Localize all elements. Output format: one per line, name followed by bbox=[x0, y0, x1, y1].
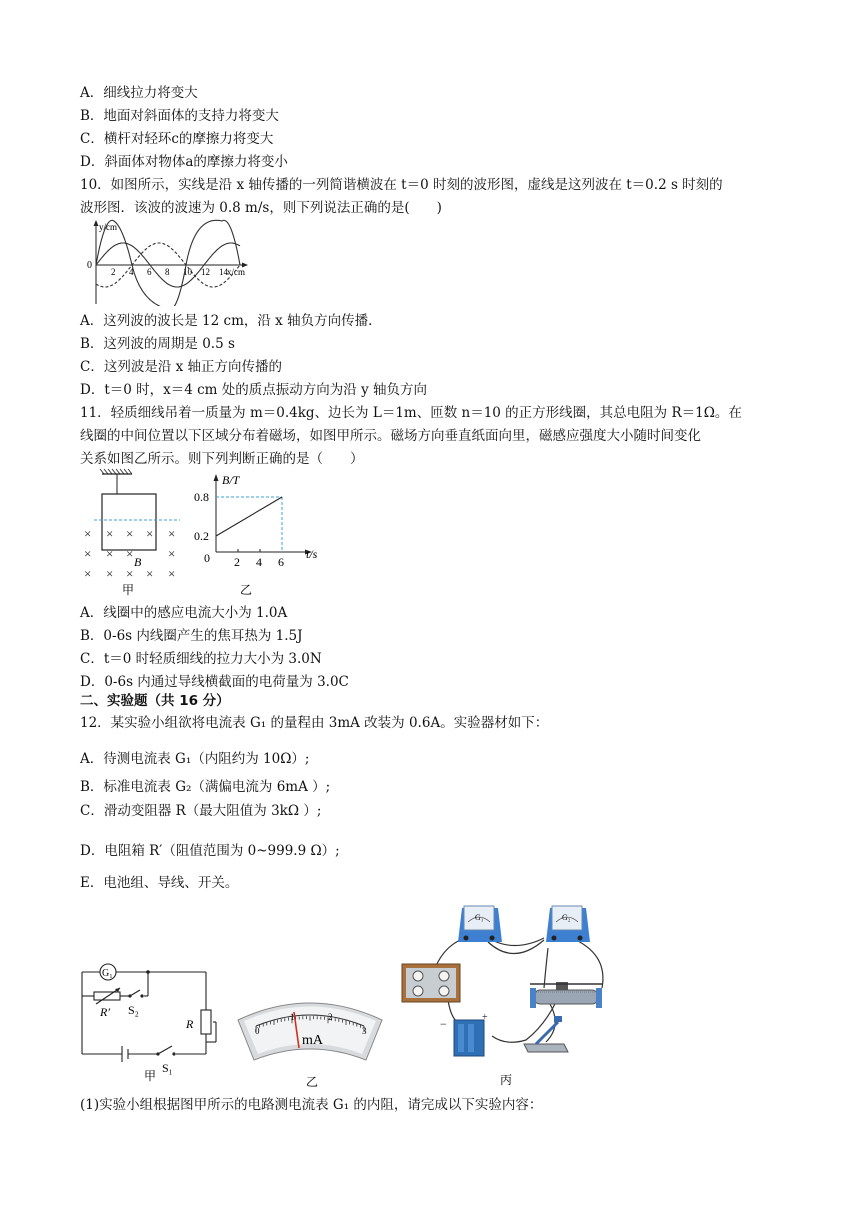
wave-xtick-10: 10 bbox=[183, 267, 192, 277]
dial-unit-label: mA bbox=[302, 1033, 323, 1048]
q11-option-b: B．0-6s 内线圈产生的焦耳热为 1.5J bbox=[80, 628, 303, 644]
q12-item-b: B．标准电流表 G₂（满偏电流为 6mA ）; bbox=[80, 779, 331, 795]
field-cross-mark: × bbox=[168, 566, 176, 581]
q10-option-b: B．这列波的周期是 0.5 s bbox=[80, 336, 235, 352]
q12-item-d: D．电阻箱 R′（阻值范围为 0~999.9 Ω）; bbox=[80, 843, 340, 859]
b-axis-label: B/T bbox=[222, 473, 240, 487]
b-t-line bbox=[216, 497, 282, 536]
svg-text:+: + bbox=[482, 1012, 488, 1023]
q12-item-e: E．电池组、导线、开关。 bbox=[80, 875, 239, 891]
svg-text:−: − bbox=[440, 1017, 447, 1031]
bt-caption: 乙 bbox=[240, 583, 253, 597]
field-cross-mark: × bbox=[84, 546, 92, 561]
dial-tick-2: 2 bbox=[328, 1012, 333, 1022]
dial-caption: 乙 bbox=[306, 1075, 319, 1089]
q9-option-c: C．横杆对轻环c的摩擦力将变大 bbox=[80, 131, 274, 147]
circuit-s1-label: S₁ bbox=[162, 1061, 173, 1075]
field-cross-mark: × bbox=[146, 526, 154, 541]
wave-y-label: y/cm bbox=[99, 222, 117, 232]
bt-xtick-6: 6 bbox=[278, 555, 284, 569]
q12-stem: 12．某实验小组欲将电流表 G₁ 的量程由 3mA 改装为 0.6A。实验器材如下： bbox=[80, 715, 549, 731]
field-cross-mark: × bbox=[126, 546, 134, 561]
dial-tick-0: 0 bbox=[255, 1026, 260, 1036]
circuit-diagram-jia bbox=[76, 962, 226, 1082]
q9-option-a: A．细线拉力将变大 bbox=[80, 85, 198, 101]
wave-xtick-2: 2 bbox=[111, 267, 116, 277]
coil-figure-jia bbox=[80, 468, 190, 598]
q9-option-b: B．地面对斜面体的支持力将变大 bbox=[80, 108, 279, 124]
circuit-s2-label: S₂ bbox=[128, 1003, 139, 1017]
q12-item-c: C．滑动变阻器 R（最大阻值为 3kΩ ）; bbox=[80, 803, 322, 819]
knife-switch-picture bbox=[524, 1016, 568, 1052]
field-cross-mark: × bbox=[84, 566, 92, 581]
wave-xtick-14: 14 bbox=[219, 267, 228, 277]
q10-stem-line2: 波形图．该波的波速为 0.8 m/s，则下列说法正确的是( ) bbox=[80, 200, 442, 216]
dial-tick-1: 1 bbox=[290, 1012, 295, 1022]
q12-item-a: A．待测电流表 G₁（内阻约为 10Ω）; bbox=[80, 751, 310, 767]
q11-stem-line1: 11．轻质细线吊着一质量为 m＝0.4kg、边长为 L＝1m、匝数 n＝10 的正方形线圈，其总电阻为 R＝1Ω。在 bbox=[80, 405, 742, 421]
wave-x-label: x/cm bbox=[227, 267, 245, 277]
bt-xtick-2: 2 bbox=[234, 555, 240, 569]
dial-tick-3: 3 bbox=[362, 1026, 367, 1036]
wave-xtick-6: 6 bbox=[147, 267, 152, 277]
bt-xtick-4: 4 bbox=[256, 555, 262, 569]
wave-xtick-8: 8 bbox=[165, 267, 170, 277]
g1-picture-label: G₁ bbox=[475, 913, 484, 922]
q11-stem-line3: 关系如图乙所示。则下列判断正确的是（ ） bbox=[80, 451, 364, 467]
field-cross-mark: × bbox=[126, 526, 134, 541]
g2-meter-picture bbox=[546, 906, 590, 942]
q9-option-d: D．斜面体对物体a的摩擦力将变小 bbox=[80, 154, 288, 170]
field-cross-mark: × bbox=[168, 526, 176, 541]
apparatus-picture-bing bbox=[396, 896, 616, 1088]
q11-option-d: D．0-6s 内通过导线横截面的电荷量为 3.0C bbox=[80, 674, 349, 690]
q10-option-d: D．t＝0 时，x＝4 cm 处的质点振动方向为沿 y 轴负方向 bbox=[80, 382, 427, 398]
g2-picture-label: G₂ bbox=[562, 913, 571, 922]
circuit-caption: 甲 bbox=[144, 1069, 157, 1082]
q10-option-a: A．这列波的波长是 12 cm，沿 x 轴负方向传播． bbox=[80, 313, 382, 329]
b-t-graph-yi bbox=[190, 468, 340, 598]
field-cross-mark: × bbox=[106, 566, 114, 581]
rheostat-picture bbox=[530, 982, 602, 1008]
field-cross-mark: × bbox=[168, 546, 176, 561]
circuit-r-label: R bbox=[186, 1017, 194, 1031]
field-cross-mark: × bbox=[146, 566, 154, 581]
coil-caption: 甲 bbox=[122, 583, 135, 597]
wave-xtick-12: 12 bbox=[201, 267, 210, 277]
field-cross-mark: × bbox=[106, 526, 114, 541]
milliammeter-dial-yi bbox=[230, 990, 390, 1090]
field-cross-mark: × bbox=[126, 566, 134, 581]
battery-picture bbox=[440, 1012, 488, 1056]
apparatus-caption: 丙 bbox=[500, 1073, 513, 1087]
wave-figure bbox=[84, 218, 264, 306]
wave-origin-label: 0 bbox=[87, 260, 92, 271]
bt-ytick-0.2: 0.2 bbox=[194, 529, 209, 543]
q11-option-a: A．线圈中的感应电流大小为 1.0A bbox=[80, 605, 288, 621]
circuit-g1-label: G₁ bbox=[102, 968, 113, 979]
resistance-box-picture bbox=[402, 964, 460, 1002]
wave-xtick-4: 4 bbox=[129, 267, 134, 277]
bt-ytick-0.8: 0.8 bbox=[194, 490, 209, 504]
field-cross-mark: × bbox=[106, 546, 114, 561]
g1-meter-picture bbox=[458, 906, 502, 942]
coil-field-label: B bbox=[134, 555, 142, 569]
section-2-title: 二、实验题（共 16 分） bbox=[80, 693, 230, 709]
q10-stem-line1: 10．如图所示，实线是沿 x 轴传播的一列简谐横波在 t＝0 时刻的波形图，虚线是这列波在 t＝0.2 s 时刻的 bbox=[80, 177, 723, 193]
circuit-r-prime-label: R′ bbox=[100, 1005, 110, 1019]
q11-option-c: C．t＝0 时轻质细线的拉力大小为 3.0N bbox=[80, 651, 322, 667]
field-cross-mark: × bbox=[84, 526, 92, 541]
t-axis-label: t/s bbox=[306, 547, 318, 561]
q12-sub1: (1)实验小组根据图甲所示的电路测电流表 G₁ 的内阻，请完成以下实验内容： bbox=[80, 1097, 543, 1113]
q10-option-c: C．这列波是沿 x 轴正方向传播的 bbox=[80, 359, 283, 375]
bt-origin-label: 0 bbox=[204, 551, 210, 565]
q11-stem-line2: 线圈的中间位置以下区域分布着磁场，如图甲所示。磁场方向垂直纸面向里，磁感应强度大小随时间变化 bbox=[80, 428, 701, 444]
